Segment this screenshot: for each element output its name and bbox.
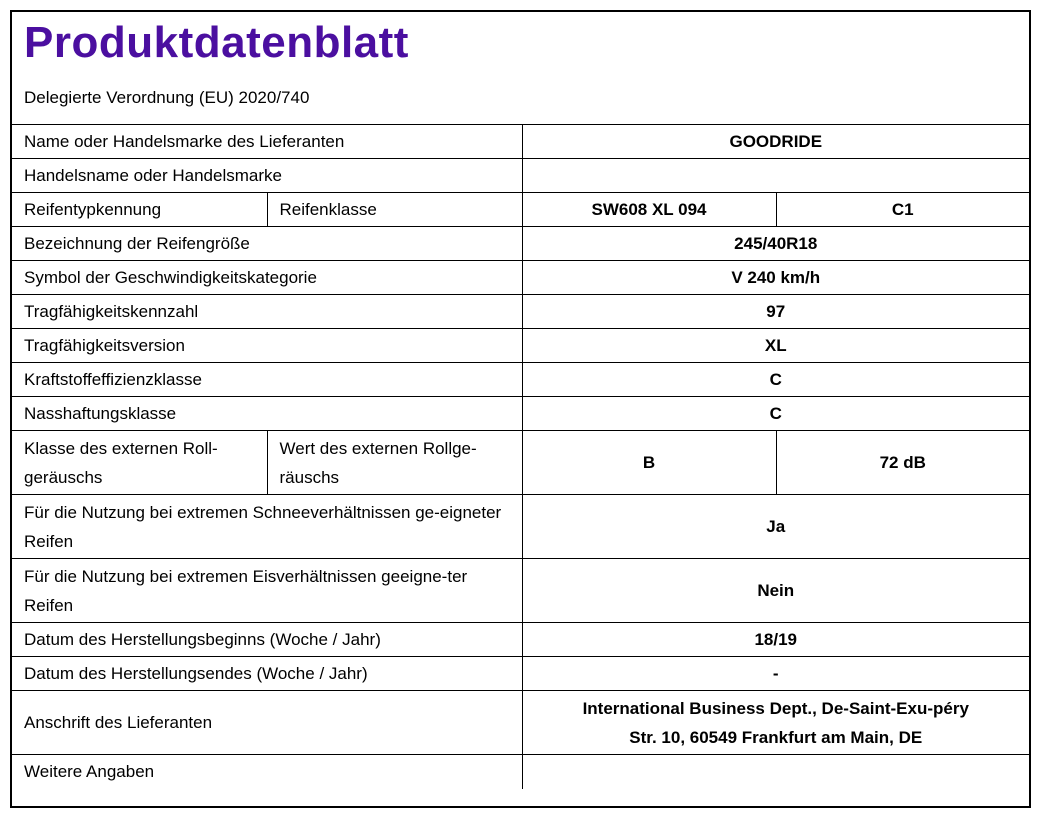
- size-value: 245/40R18: [522, 227, 1029, 261]
- table-row: [12, 159, 1029, 193]
- table-row: [12, 657, 1029, 691]
- sheet-header: [12, 12, 1029, 124]
- tyre-class-label: Reifenklasse: [267, 193, 522, 227]
- snow-value: Ja: [522, 495, 1029, 559]
- ice-value: Nein: [522, 559, 1029, 623]
- size-label: Bezeichnung der Reifengröße: [12, 227, 522, 261]
- table-row: [12, 125, 1029, 159]
- speed-label: Symbol der Geschwindigkeitskategorie: [12, 261, 522, 295]
- address-value: International Business Dept., De-Saint-Exu-péry Str. 10, 60549 Frankfurt am Main, DE: [522, 691, 1029, 755]
- noise-value-label: Wert des externen Rollge-räuschs: [267, 431, 522, 495]
- snow-label: Für die Nutzung bei extremen Schneeverhältnissen ge-eigneter Reifen: [12, 495, 522, 559]
- table-row: [12, 227, 1029, 261]
- further-info-value: [522, 755, 1029, 789]
- speed-value: V 240 km/h: [522, 261, 1029, 295]
- wet-grip-value: C: [522, 397, 1029, 431]
- table-row: [12, 261, 1029, 295]
- regulation-subtitle: Delegierte Verordnung (EU) 2020/740: [24, 88, 310, 107]
- prod-end-value: -: [522, 657, 1029, 691]
- further-info-label: Weitere Angaben: [12, 755, 522, 789]
- tyre-class-value: C1: [776, 193, 1029, 227]
- table-row: [12, 495, 1029, 559]
- load-version-value: XL: [522, 329, 1029, 363]
- table-row: [12, 755, 1029, 789]
- noise-class-value: B: [522, 431, 776, 495]
- address-label: Anschrift des Lieferanten: [12, 691, 522, 755]
- type-id-label: Reifentypkennung: [12, 193, 267, 227]
- table-row: [12, 623, 1029, 657]
- table-row: [12, 431, 1029, 495]
- fuel-class-value: C: [522, 363, 1029, 397]
- load-index-value: 97: [522, 295, 1029, 329]
- page-title: Produktdatenblatt: [24, 18, 409, 67]
- product-data-sheet: [10, 10, 1031, 808]
- table-row: [12, 295, 1029, 329]
- supplier-name-value: GOODRIDE: [522, 125, 1029, 159]
- supplier-name-label: Name oder Handelsmarke des Lieferanten: [12, 125, 522, 159]
- type-id-value: SW608 XL 094: [522, 193, 776, 227]
- table-row: [12, 329, 1029, 363]
- load-index-label: Tragfähigkeitskennzahl: [12, 295, 522, 329]
- wet-grip-label: Nasshaftungsklasse: [12, 397, 522, 431]
- noise-class-label: Klasse des externen Roll-geräuschs: [12, 431, 267, 495]
- noise-value: 72 dB: [776, 431, 1029, 495]
- prod-end-label: Datum des Herstellungsendes (Woche / Jahr): [12, 657, 522, 691]
- trade-name-value: [522, 159, 1029, 193]
- prod-start-value: 18/19: [522, 623, 1029, 657]
- table-row: [12, 559, 1029, 623]
- fuel-class-label: Kraftstoffeffizienzklasse: [12, 363, 522, 397]
- trade-name-label: Handelsname oder Handelsmarke: [12, 159, 522, 193]
- table-row: [12, 193, 1029, 227]
- load-version-label: Tragfähigkeitsversion: [12, 329, 522, 363]
- prod-start-label: Datum des Herstellungsbeginns (Woche / Jahr): [12, 623, 522, 657]
- table-row: [12, 363, 1029, 397]
- table-row: [12, 691, 1029, 755]
- tyre-data-table: [12, 124, 1029, 789]
- table-row: [12, 397, 1029, 431]
- ice-label: Für die Nutzung bei extremen Eisverhältnissen geeigne-ter Reifen: [12, 559, 522, 623]
